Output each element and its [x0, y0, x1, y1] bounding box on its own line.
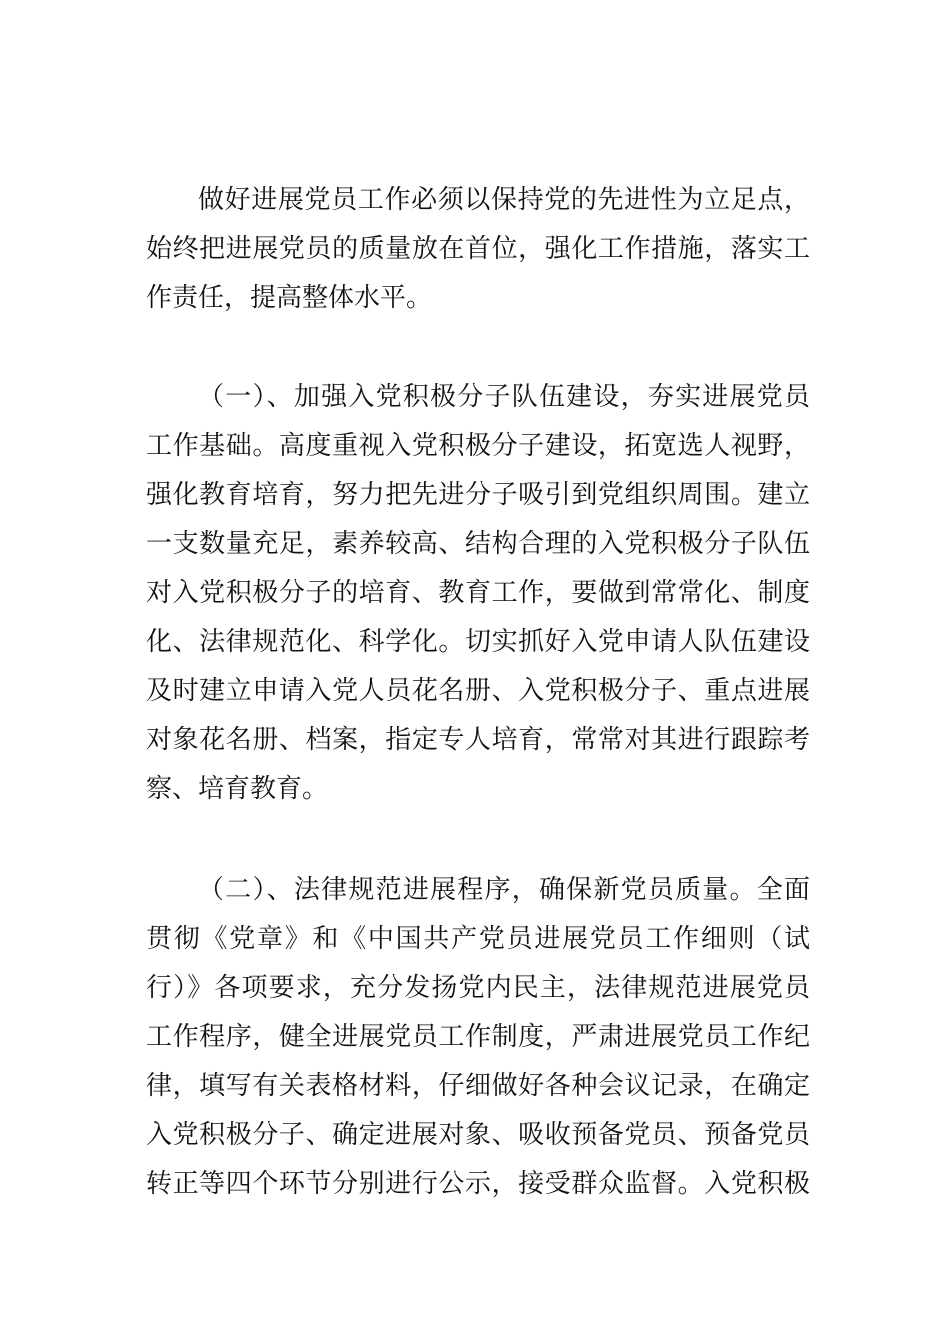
text-line: 做好进展党员工作必须以保持党的先进性为立足点， [198, 185, 810, 215]
text-line: 对象花名册、档案，指定专人培育，常常对其进行跟踪考 [146, 725, 810, 755]
text-line: 及时建立申请入党人员花名册、入党积极分子、重点进展 [146, 676, 810, 706]
text-line: 律，填写有关表格材料，仔细做好各种会议记录，在确定 [146, 1071, 810, 1101]
text-line: 入党积极分子、确定进展对象、吸收预备党员、预备党员 [146, 1120, 810, 1150]
text-line: 行）》各项要求，充分发扬党内民主，法律规范进展党员 [146, 973, 810, 1003]
text-line: 强化教育培育，努力把先进分子吸引到党组织周围。建立 [146, 480, 810, 510]
text-line: 一支数量充足，素养较高、结构合理的入党积极分子队伍 [146, 529, 810, 559]
text-line: （一）、加强入党积极分子队伍建设，夯实进展党员 [198, 382, 810, 412]
text-line: 察、培育教育。 [146, 774, 329, 804]
paragraph-intro [146, 176, 810, 323]
text-line: 贯彻《党章》和《中国共产党员进展党员工作细则（试 [146, 924, 810, 954]
text-line: 作责任，提高整体水平。 [146, 283, 433, 313]
text-line: 对入党积极分子的培育、教育工作，要做到常常化、制度 [146, 578, 810, 608]
paragraph-section-2 [146, 866, 810, 1209]
text-line: 始终把进展党员的质量放在首位，强化工作措施，落实工 [146, 234, 810, 264]
text-line: 转正等四个环节分别进行公示，接受群众监督。入党积极 [146, 1169, 810, 1199]
text-line: 工作程序，健全进展党员工作制度，严肃进展党员工作纪 [146, 1022, 810, 1052]
text-line: （二）、法律规范进展程序，确保新党员质量。全面 [198, 875, 810, 905]
text-line: 工作基础。高度重视入党积极分子建设，拓宽选人视野， [146, 431, 810, 461]
text-line: 化、法律规范化、科学化。切实抓好入党申请人队伍建设 [146, 627, 810, 657]
paragraph-section-1 [146, 373, 810, 814]
